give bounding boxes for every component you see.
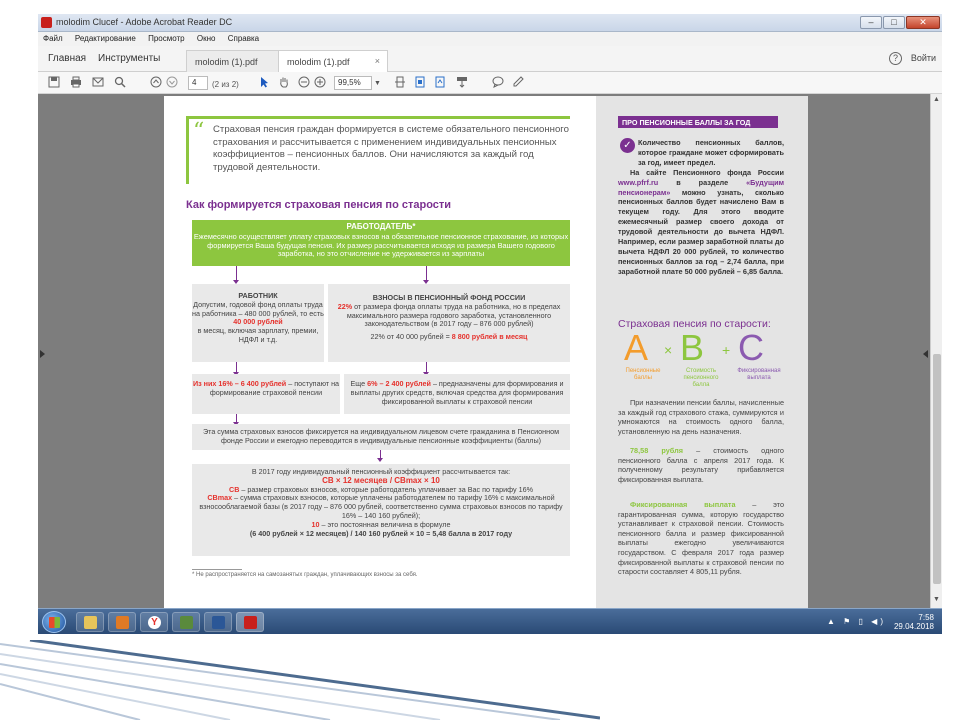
yandex-taskbar-button[interactable] bbox=[140, 612, 168, 632]
formula-title: Страховая пенсия по старости: bbox=[618, 318, 771, 330]
cb-text: – размер страховых взносов, которые работодатель уплачивает за Вас по тарифу 16% bbox=[241, 484, 533, 494]
sidebar-p2b: в разделе bbox=[676, 177, 729, 187]
explorer-taskbar-button[interactable] bbox=[76, 612, 104, 632]
sidebar-p2c: можно узнать, сколько пенсионных баллов будет начислено Вам в текущем году. Для этого вводите ежемесячный размер своего дохода от трудовой деятельности до вычета НДФЛ. Например, если размер заработной платы до вычета НДФЛ 20 000 рублей, то количество пенсионных баллов за год – 2,74 балла, при заработной плате 50 000 рублей – 6,85 балла. bbox=[618, 187, 784, 276]
worker-text-2: в месяц, включая зарплату, премии, НДФЛ и т.д. bbox=[197, 326, 319, 344]
employer-text: Ежемесячно осуществляет уплату страховых взносов на обязательное пенсионное страхование, из которых формируется Ваша будущая пенсия. Их размер рассчитывается исходя из размера Вашего годового заработка, но это отчисление не удерживается из зарплаты bbox=[193, 231, 569, 259]
page-down-icon[interactable] bbox=[166, 76, 178, 92]
menu-edit[interactable]: Редактирование bbox=[74, 34, 136, 43]
menu-view[interactable]: Просмотр bbox=[148, 34, 185, 43]
acrobat-taskbar-button[interactable] bbox=[236, 612, 264, 632]
slide-decoration bbox=[0, 640, 600, 720]
share-6-amount: 6% – 2 400 рублей bbox=[367, 379, 431, 388]
word-taskbar-button[interactable] bbox=[204, 612, 232, 632]
taskbar bbox=[38, 608, 942, 634]
tab-document-1-label: molodim (1).pdf bbox=[195, 57, 258, 67]
share-6-prefix: Еще bbox=[350, 379, 366, 388]
formula-b-label: Стоимость пенсионного балла bbox=[683, 368, 719, 388]
print-icon[interactable] bbox=[70, 76, 82, 92]
tab-document-2-label: molodim (1).pdf bbox=[287, 57, 350, 67]
page-number-input[interactable]: 4 bbox=[188, 76, 208, 90]
future-pensioners-link: «Будущим пенсионерам» bbox=[618, 177, 784, 197]
tab-home[interactable]: Главная bbox=[48, 53, 87, 64]
search-icon[interactable] bbox=[114, 76, 126, 92]
zoom-out-icon[interactable] bbox=[298, 76, 310, 92]
minimize-button[interactable]: – bbox=[860, 16, 882, 29]
export-pdf-icon[interactable] bbox=[414, 76, 426, 92]
email-icon[interactable] bbox=[92, 76, 104, 92]
vertical-scrollbar[interactable] bbox=[930, 94, 942, 608]
right-panel-toggle-icon[interactable] bbox=[923, 350, 928, 358]
pfr-calc-result: 8 800 рублей в месяц bbox=[451, 332, 528, 342]
menu-help[interactable]: Справка bbox=[227, 34, 260, 43]
coefficient-box bbox=[192, 464, 570, 556]
tab-tools[interactable]: Инструменты bbox=[98, 53, 161, 64]
worker-box bbox=[192, 284, 324, 362]
acrobat-icon bbox=[244, 616, 257, 629]
ten-text: – это постоянная величина в формуле bbox=[321, 519, 451, 529]
title-bar bbox=[38, 14, 942, 32]
intro-quote bbox=[186, 116, 570, 184]
tab-document-2[interactable] bbox=[278, 50, 388, 72]
times-sign: × bbox=[664, 342, 673, 358]
cbmax-text: – сумма страховых взносов, которые уплачены работодателем по тарифу 16% с максимальной взносооблагаемой базы (в 2017 году – 876 000 рублей, соответственно сумма страховых взносов по тарифу 16% – 140 160 рублей); bbox=[199, 493, 563, 520]
rotate-icon[interactable] bbox=[434, 76, 446, 92]
arrow-icon bbox=[236, 362, 237, 372]
fixed-payment-term: Фиксированная выплата bbox=[630, 500, 736, 509]
highlight-pen-icon[interactable] bbox=[512, 76, 524, 92]
coefficient-intro: В 2017 году индивидуальный пенсионный коэффициент рассчитывается так: bbox=[251, 467, 511, 476]
sidebar-text-2 bbox=[618, 446, 784, 484]
maximize-button[interactable]: □ bbox=[883, 16, 905, 29]
page-count: (2 из 2) bbox=[212, 80, 239, 89]
document-viewport[interactable] bbox=[38, 94, 942, 608]
employer-box bbox=[192, 220, 570, 266]
menu-file[interactable]: Файл bbox=[43, 34, 63, 43]
sidebar-p2a: На сайте Пенсионного фонда России bbox=[630, 167, 784, 177]
pfr-title: ВЗНОСЫ В ПЕНСИОННЫЙ ФОНД РОССИИ bbox=[372, 293, 526, 302]
left-panel-toggle-icon[interactable] bbox=[40, 350, 45, 358]
coefficient-result: (6 400 рублей × 12 месяцев) / 140 160 рублей × 10 = 5,48 балла в 2017 году bbox=[249, 528, 513, 538]
fixed-payment-text: – это гарантированная сумма, которую государство устанавливает к страховой пенсии. Стоимость пенсионного балла и размер фиксированной выплаты ежегодно увеличиваются государством. С февраля 2017 года размер фиксированной выплаты к страховой пенсии по старости составляет 4 805,11 рубля. bbox=[618, 500, 784, 577]
help-icon[interactable]: ? bbox=[889, 52, 902, 65]
close-button[interactable]: ✕ bbox=[906, 16, 940, 29]
footnote-divider bbox=[192, 569, 242, 570]
start-button[interactable] bbox=[42, 611, 66, 633]
point-value: 78,58 рубля bbox=[630, 446, 683, 455]
pfr-rate: 22% bbox=[337, 301, 353, 311]
signin-link[interactable]: Войти bbox=[910, 53, 936, 63]
pfr-text: от размера фонда оплаты труда на работника, но в пределах максимального размера годового заработка, установленного законодательством (в 2017 году – 876 000 рублей) bbox=[346, 301, 561, 329]
quote-text: Страховая пенсия граждан формируется в системе обязательного пенсионного страхования и рассчитывается с применением индивидуальных пенсионных коэффициентов – пенсионных баллов. Они начисляются за каждый год трудовой деятельности. bbox=[213, 124, 569, 173]
arrow-icon bbox=[236, 414, 237, 422]
check-icon: ✓ bbox=[620, 138, 635, 153]
fit-page-icon[interactable] bbox=[394, 76, 406, 92]
comment-icon[interactable] bbox=[492, 76, 504, 92]
acrobat-app-icon bbox=[41, 17, 52, 28]
coefficient-formula: СВ × 12 месяцев / СВmax × 10 bbox=[322, 475, 440, 485]
share-16-amount: Из них 16% – 6 400 рублей bbox=[192, 379, 287, 388]
arrow-icon bbox=[380, 450, 381, 458]
read-mode-icon[interactable] bbox=[456, 76, 468, 92]
scroll-up-icon[interactable]: ▲ bbox=[933, 96, 940, 103]
tray-icons[interactable]: ▲ ⚑ ▯ ◀) bbox=[827, 617, 886, 626]
zoom-dropdown-icon[interactable]: ▼ bbox=[374, 80, 381, 87]
pdf-page bbox=[164, 96, 808, 608]
sidebar-text-3 bbox=[618, 500, 784, 577]
fixation-text: Эта сумма страховых взносов фиксируется на индивидуальном лицевом счете гражданина в Пенсионном фонде России и ежегодно переводится в индивидуальные пенсионные коэффициенты (баллы) bbox=[202, 427, 560, 445]
pfr-calc: 22% от 40 000 рублей = bbox=[370, 332, 450, 342]
page-up-icon[interactable] bbox=[150, 76, 162, 92]
sidebar-column bbox=[596, 96, 808, 608]
scroll-thumb[interactable] bbox=[933, 354, 941, 584]
scroll-down-icon[interactable]: ▼ bbox=[933, 596, 940, 603]
tab-bar bbox=[38, 46, 942, 72]
yandex-icon: Y bbox=[148, 616, 161, 629]
share-6-box bbox=[344, 374, 570, 414]
pfr-site-link: www.pfrf.ru bbox=[618, 177, 659, 187]
ten-label: 10 bbox=[311, 519, 320, 529]
windows-logo-icon bbox=[49, 617, 60, 628]
sidebar-p1: Количество пенсионных баллов, которое граждане может сформировать за год, имеет предел. bbox=[638, 138, 784, 167]
hand-tool-icon[interactable] bbox=[278, 76, 290, 92]
zoom-in-icon[interactable] bbox=[314, 76, 326, 92]
media-taskbar-button[interactable] bbox=[108, 612, 136, 632]
worker-salary: 40 000 рублей bbox=[233, 317, 283, 327]
worker-text: Допустим, годовой фонд оплаты труда на работника – 480 000 рублей, то есть bbox=[192, 299, 324, 318]
formula-a-label: Пенсионные баллы bbox=[625, 368, 661, 381]
employer-title: РАБОТОДАТЕЛЬ* bbox=[346, 222, 416, 231]
formula-b: В bbox=[680, 327, 705, 368]
app-icon bbox=[180, 616, 193, 629]
formula-a: А bbox=[624, 327, 649, 368]
worker-title: РАБОТНИК bbox=[238, 291, 278, 300]
media-player-icon bbox=[116, 616, 129, 629]
zoom-select[interactable]: 99,5% bbox=[334, 76, 372, 90]
cbmax-label: СВmax bbox=[207, 493, 233, 503]
share-16-box bbox=[192, 374, 340, 414]
arrow-icon bbox=[426, 362, 427, 372]
point-value-text: – стоимость одного пенсионного балла с апреля 2017 года. К полученному результату прибавляется фиксированная выплата. bbox=[618, 446, 784, 484]
fixation-box bbox=[192, 424, 570, 450]
section-title: Как формируется страховая пенсия по старости bbox=[186, 199, 452, 211]
arrow-icon bbox=[426, 266, 427, 280]
select-cursor-icon[interactable] bbox=[258, 76, 270, 92]
screen bbox=[38, 14, 942, 634]
formula-c: С bbox=[738, 327, 764, 368]
cb-label: СВ bbox=[229, 484, 240, 494]
pfr-box bbox=[328, 284, 570, 362]
menu-bar bbox=[38, 32, 942, 46]
arrow-icon bbox=[236, 266, 237, 280]
clock-time: 7:58 bbox=[918, 613, 934, 622]
clock-date: 29.04.2018 bbox=[893, 622, 934, 631]
plus-sign: + bbox=[722, 342, 731, 358]
folder-icon bbox=[84, 616, 97, 629]
share-16-text: – поступают на формирование страховой пенсии bbox=[209, 379, 340, 397]
save-icon[interactable] bbox=[48, 76, 60, 92]
app-taskbar-button[interactable] bbox=[172, 612, 200, 632]
quote-divider bbox=[189, 116, 570, 119]
toolbar bbox=[38, 72, 942, 94]
sidebar-heading: ПРО ПЕНСИОННЫЕ БАЛЛЫ ЗА ГОД bbox=[618, 116, 778, 128]
quote-mark-icon: “ bbox=[193, 119, 205, 144]
sidebar-body bbox=[618, 138, 784, 277]
clock[interactable] bbox=[894, 613, 934, 631]
share-6-text: – предназначены для формирования и выплаты других средств, включая средства для формирования фиксированной выплаты к страховой пенсии bbox=[350, 379, 564, 406]
menu-window[interactable]: Окно bbox=[196, 34, 216, 43]
footnote: * Не распространяется на самозанятых граждан, уплачивающих взносы за себя. bbox=[192, 572, 418, 578]
word-icon bbox=[212, 616, 225, 629]
formula-c-label: Фиксированная выплата bbox=[737, 368, 781, 381]
window-title: molodim Clucef - Adobe Acrobat Reader DC bbox=[56, 17, 233, 27]
tab-close-icon[interactable]: × bbox=[374, 56, 380, 66]
sidebar-text-1: При назначении пенсии баллы, начисленные за каждый год страхового стажа, суммируются и умножаются на стоимость одного балла, установленную на день назначения. bbox=[618, 398, 784, 436]
